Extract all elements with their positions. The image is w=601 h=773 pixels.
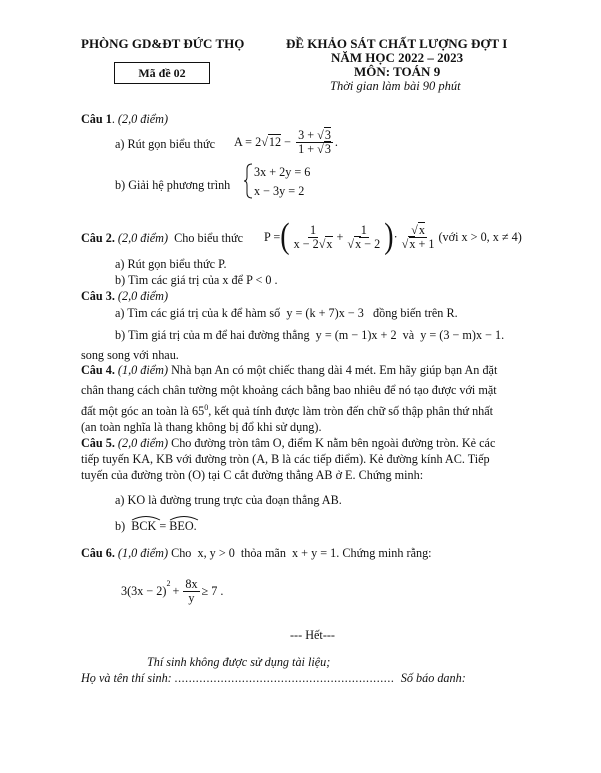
system-brace	[244, 163, 254, 199]
q3-b-text: b) Tìm giá trị của m để hai đường thẳng	[115, 328, 310, 342]
q4-label: Câu 4.	[81, 363, 115, 377]
q4-line2: chân thang cách chân tường một khoảng cách bằng bao nhiêu để nó tạo được với mặt	[81, 383, 497, 397]
q1-a-expression: A = 2 √ 12 − $\frac{3 + √3}{1 + √3}$ .	[234, 127, 338, 156]
q5-line3: tuyến của đường tròn (O) tại C cắt đường thẳng AB ở E. Chứng minh:	[81, 468, 424, 482]
q4-text3b: , kết quả tính được làm tròn đến chữ số thập phân thứ nhất	[208, 404, 494, 419]
q5-arc2-text: BEO	[169, 519, 194, 533]
q4-degree: 0	[204, 403, 209, 412]
q2-b-text: b) Tìm các giá trị của x để	[115, 273, 244, 287]
q6-cond2: x + y = 1	[292, 546, 337, 560]
q5-b-prefix: b)	[115, 519, 126, 533]
exam-code-box	[114, 62, 210, 84]
q3-b-tail: song song với nhau.	[81, 348, 179, 362]
q6-ineq-left: 3(3x − 2)	[121, 583, 167, 598]
name-label: Họ và tên thí sinh:	[81, 671, 172, 685]
school-year: NĂM HỌC 2022 – 2023	[331, 50, 464, 65]
q6-tail: . Chứng minh rằng:	[336, 546, 432, 560]
q3-b-expr2: y = (3 − m)x − 1.	[420, 328, 505, 342]
q1-label: Câu 1	[81, 112, 112, 126]
q6-ineq-num: 8x	[185, 576, 198, 591]
q6-ineq-plus: +	[172, 583, 180, 598]
q2-points: (2,0 điểm)	[117, 231, 169, 245]
q1-sys-eq2: x − 3y = 2	[254, 184, 305, 198]
footer-note: Thí sinh không được sử dụng tài liệu;	[147, 655, 331, 669]
q3-a-expr: y = (k + 7)x − 3	[286, 306, 364, 320]
q6-intro: Cho	[171, 546, 192, 560]
q4-points: (1,0 điểm)	[117, 363, 169, 377]
q2-b-expr: P < 0 .	[246, 273, 278, 287]
exam-code: Mã đề 02	[138, 65, 186, 80]
q6-ineq-den: y	[188, 590, 195, 605]
name-dots: ..............................................................	[174, 671, 395, 685]
q6-line	[81, 546, 432, 561]
q2-a-text: a) Rút gọn biểu thức P.	[115, 257, 227, 271]
q2-expression: P = ( $\frac{1}{x - 2√x}$ + $\frac{1}{√x - 2}$ ) · $\frac{√x}{√x + 1}$ (với x > 0, x ≠ 4)	[264, 216, 522, 257]
q6-ineq-sq: 2	[166, 579, 171, 588]
q5-b-tail: .	[193, 519, 197, 533]
q4-text3a: đất một góc an toàn là	[81, 404, 189, 419]
q5-arc2	[169, 519, 193, 534]
q3-heading	[81, 289, 168, 304]
q3-a-tail: đồng biến trên R.	[373, 306, 458, 320]
q3-b-and: và	[402, 328, 415, 342]
q5-label: Câu 5.	[81, 436, 115, 450]
q5-text1: Cho đường tròn tâm O, điểm K nằm bên ngoài đường tròn. Kẻ các	[171, 436, 496, 450]
office-name: PHÒNG GD&ĐT ĐỨC THỌ	[81, 36, 245, 51]
end-marker: --- Hết---	[290, 628, 335, 642]
candidate-line	[81, 671, 466, 686]
subject: MÔN: TOÁN 9	[354, 64, 441, 79]
q3-label: Câu 3.	[81, 289, 115, 303]
q5-arc1	[131, 519, 156, 534]
q5-arc1-text: BCK	[131, 519, 157, 533]
q4-line4: (an toàn nghĩa là thang không bị đổ khi sử dụng).	[81, 420, 322, 434]
q5-line2: tiếp tuyến KA, KB với đường tròn (A, B là các tiếp điểm). Kẻ đường kính AC. Tiếp	[81, 452, 490, 466]
q2-condition: (với x > 0, x ≠ 4)	[438, 229, 522, 244]
exam-title: ĐỀ KHẢO SÁT CHẤT LƯỢNG ĐỢT I	[286, 36, 508, 51]
duration: Thời gian làm bài 90 phút	[330, 79, 461, 93]
id-label: Số báo danh:	[400, 671, 466, 685]
q5-b	[115, 519, 197, 534]
arc1-symbol	[131, 515, 161, 521]
q1-points: (2,0 điểm)	[117, 112, 169, 126]
q5-line1	[81, 436, 495, 451]
q3-b	[115, 328, 504, 343]
q4-text1: Nhà bạn An có một chiếc thang dài 4 mét. Em hãy giúp bạn An đặt	[171, 363, 498, 377]
q2-label: Câu 2.	[81, 231, 115, 245]
q2-heading	[81, 231, 243, 246]
q4-line1	[81, 363, 497, 378]
q2-b	[115, 273, 278, 288]
q6-label: Câu 6.	[81, 546, 115, 560]
q3-b-expr1: y = (m − 1)x + 2	[315, 328, 397, 342]
q3-points: (2,0 điểm)	[117, 289, 169, 303]
q6-mid: thỏa mãn	[240, 546, 286, 560]
q1-heading: Câu 1. (2,0 điểm)	[81, 112, 169, 126]
q2-intro: Cho biểu thức	[174, 231, 243, 245]
arc2-symbol	[169, 515, 199, 521]
q1-sys-eq1: 3x + 2y = 6	[254, 165, 311, 179]
q6-inequality	[121, 573, 223, 609]
q3-a	[115, 306, 458, 321]
q1-b-text: b) Giải hệ phương trình	[115, 178, 231, 192]
q4-line3	[81, 403, 493, 419]
q5-a-text: a) KO là đường trung trực của đoạn thẳng AB.	[115, 493, 342, 507]
q6-ineq-right: ≥ 7 .	[201, 583, 224, 598]
q5-points: (2,0 điểm)	[117, 436, 169, 450]
q3-a-text: a) Tìm các giá trị của k để hàm số	[115, 306, 281, 320]
q4-angle: 65	[192, 404, 205, 419]
q6-cond: x, y > 0	[197, 546, 235, 560]
q6-points: (1,0 điểm)	[117, 546, 169, 560]
q5-b-eq: =	[159, 519, 167, 533]
q1-a-text: a) Rút gọn biểu thức	[115, 137, 216, 151]
